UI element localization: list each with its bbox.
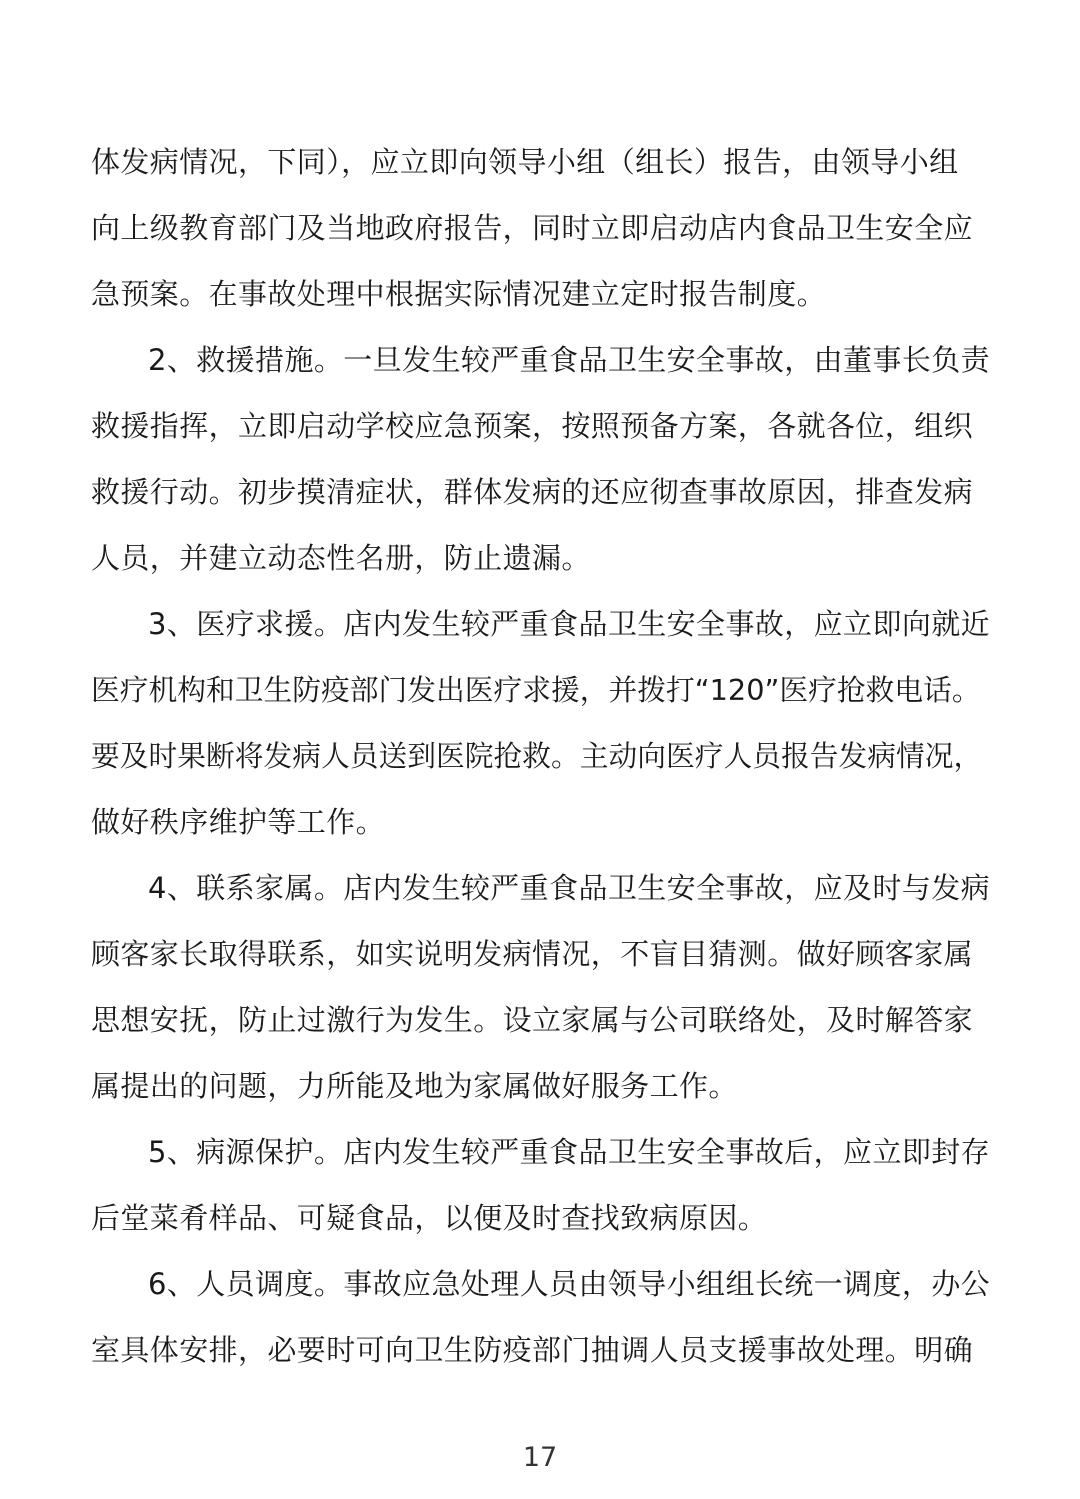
text-line: 救援行动。初步摸清症状，群体发病的还应彻查事故原因，排查发病: [91, 475, 974, 509]
text-line: 医疗机构和卫生防疫部门发出医疗求援，并拨打“120”医疗抢救电话。: [91, 673, 981, 707]
text-line: 人员，并建立动态性名册，防止遗漏。: [91, 541, 591, 575]
text-line: 体发病情况，下同），应立即向领导小组（组长）报告，由领导小组: [91, 145, 959, 179]
text-line: 要及时果断将发病人员送到医院抢救。主动向医疗人员报告发病情况，: [91, 739, 983, 773]
text-line: 思想安抚，防止过激行为发生。设立家属与公司联络处，及时解答家: [91, 1003, 974, 1037]
text-line: 顾客家长取得联系，如实说明发病情况，不盲目猜测。做好顾客家属: [91, 937, 974, 971]
text-line: 室具体安排，必要时可向卫生防疫部门抽调人员支援事故处理。明确: [91, 1333, 974, 1367]
text-line: 急预案。在事故处理中根据实际情况建立定时报告制度。: [91, 277, 827, 311]
page-number: 17: [522, 1442, 558, 1473]
paragraph-5-first-line: 5、病源保护。店内发生较严重食品卫生安全事故后，应立即封存: [148, 1135, 991, 1169]
text-line: 向上级教育部门及当地政府报告，同时立即启动店内食品卫生安全应: [91, 211, 974, 245]
text-line: 属提出的问题，力所能及地为家属做好服务工作。: [91, 1069, 738, 1103]
paragraph-6-first-line: 6、人员调度。事故应急处理人员由领导小组组长统一调度，办公: [148, 1267, 991, 1301]
text-line: 救援指挥，立即启动学校应急预案，按照预备方案，各就各位，组织: [91, 409, 974, 443]
text-line: 做好秩序维护等工作。: [91, 805, 386, 839]
paragraph-2-first-line: 2、救援措施。一旦发生较严重食品卫生安全事故，由董事长负责: [148, 343, 991, 377]
paragraph-4-first-line: 4、联系家属。店内发生较严重食品卫生安全事故，应及时与发病: [148, 871, 991, 905]
text-line: 后堂菜肴样品、可疑食品，以便及时查找致病原因。: [91, 1201, 768, 1235]
paragraph-3-first-line: 3、医疗求援。店内发生较严重食品卫生安全事故，应立即向就近: [148, 607, 991, 641]
